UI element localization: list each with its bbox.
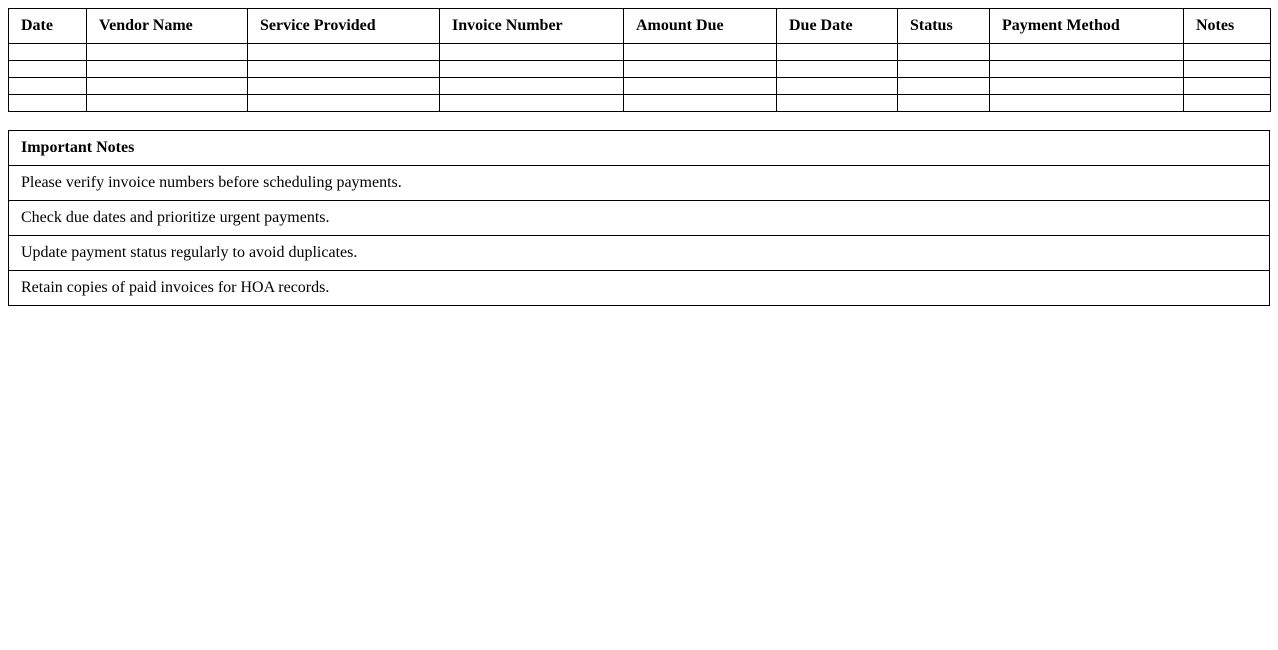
table-cell[interactable] (248, 78, 440, 95)
table-cell[interactable] (624, 61, 777, 78)
table-cell[interactable] (990, 61, 1184, 78)
document-page (8, 8, 1270, 306)
note-item: Retain copies of paid invoices for HOA records. (9, 271, 1270, 306)
table-cell[interactable] (624, 44, 777, 61)
table-cell[interactable] (777, 44, 898, 61)
table-row (9, 78, 1271, 95)
table-cell[interactable] (898, 44, 990, 61)
table-cell[interactable] (248, 95, 440, 112)
table-cell[interactable] (898, 61, 990, 78)
table-cell[interactable] (777, 95, 898, 112)
table-cell[interactable] (624, 78, 777, 95)
table-cell[interactable] (248, 61, 440, 78)
table-cell[interactable] (440, 78, 624, 95)
notes-title-row (9, 131, 1270, 166)
note-item: Check due dates and prioritize urgent payments. (9, 201, 1270, 236)
table-cell[interactable] (9, 78, 87, 95)
header-invoice-number: Invoice Number (440, 9, 624, 44)
table-cell[interactable] (87, 44, 248, 61)
notes-row (9, 166, 1270, 201)
note-item: Update payment status regularly to avoid duplicates. (9, 236, 1270, 271)
notes-row (9, 271, 1270, 306)
header-date: Date (9, 9, 87, 44)
table-row (9, 95, 1271, 112)
notes-title: Important Notes (9, 131, 1270, 166)
table-cell[interactable] (87, 95, 248, 112)
table-cell[interactable] (87, 78, 248, 95)
header-vendor-name: Vendor Name (87, 9, 248, 44)
header-payment-method: Payment Method (990, 9, 1184, 44)
header-service-provided: Service Provided (248, 9, 440, 44)
note-item: Please verify invoice numbers before scheduling payments. (9, 166, 1270, 201)
table-cell[interactable] (624, 95, 777, 112)
table-cell[interactable] (248, 44, 440, 61)
table-cell[interactable] (898, 95, 990, 112)
header-notes: Notes (1184, 9, 1271, 44)
table-cell[interactable] (440, 95, 624, 112)
table-cell[interactable] (777, 61, 898, 78)
table-header-row (9, 9, 1271, 44)
table-cell[interactable] (898, 78, 990, 95)
table-cell[interactable] (9, 95, 87, 112)
table-cell[interactable] (440, 61, 624, 78)
header-status: Status (898, 9, 990, 44)
table-cell[interactable] (9, 44, 87, 61)
header-due-date: Due Date (777, 9, 898, 44)
table-cell[interactable] (1184, 95, 1271, 112)
header-amount-due: Amount Due (624, 9, 777, 44)
notes-row (9, 201, 1270, 236)
important-notes-table (8, 130, 1270, 306)
table-cell[interactable] (990, 44, 1184, 61)
table-cell[interactable] (1184, 44, 1271, 61)
table-cell[interactable] (777, 78, 898, 95)
table-cell[interactable] (1184, 61, 1271, 78)
vendor-payments-table (8, 8, 1271, 112)
notes-row (9, 236, 1270, 271)
table-row (9, 61, 1271, 78)
table-cell[interactable] (990, 78, 1184, 95)
table-cell[interactable] (1184, 78, 1271, 95)
table-cell[interactable] (87, 61, 248, 78)
table-cell[interactable] (9, 61, 87, 78)
table-cell[interactable] (440, 44, 624, 61)
table-row (9, 44, 1271, 61)
table-cell[interactable] (990, 95, 1184, 112)
